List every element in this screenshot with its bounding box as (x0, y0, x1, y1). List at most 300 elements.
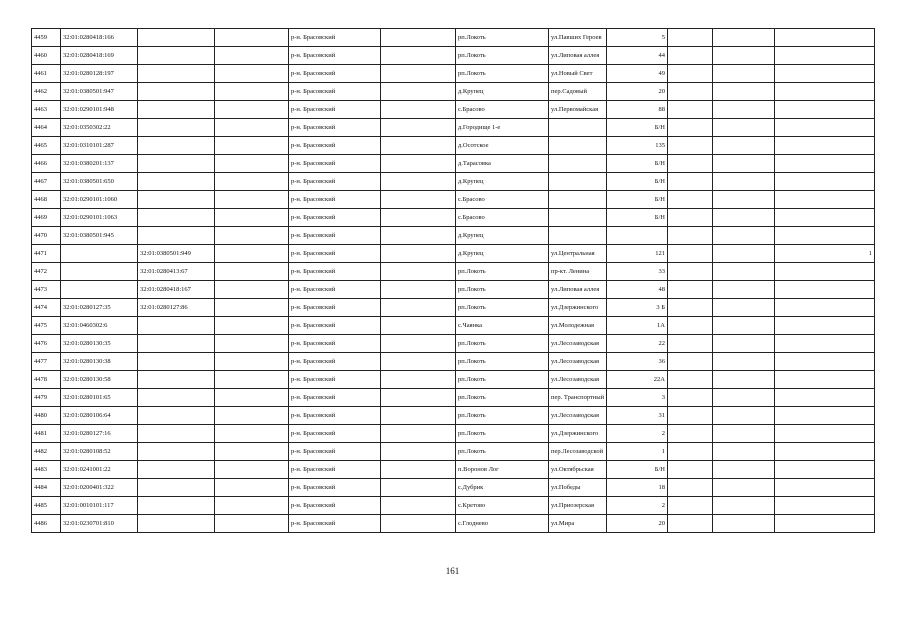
cell-cadastral-number: 32:01:0350302:22 (61, 119, 138, 137)
cell-empty (381, 443, 456, 461)
cell-cadastral-number (61, 281, 138, 299)
cell-empty (381, 353, 456, 371)
cell-empty (713, 479, 775, 497)
cell-house-number: 2 (607, 425, 668, 443)
cell-locality: рп.Локоть (456, 425, 549, 443)
cell-empty (381, 191, 456, 209)
cell-locality: д.Крупец (456, 245, 549, 263)
cell-street (549, 227, 607, 245)
cell-extra-value (775, 335, 875, 353)
cell-empty (381, 47, 456, 65)
table-row (32, 137, 875, 155)
cell-extra-value (775, 425, 875, 443)
cell-cadastral-number: 32:01:0230701:810 (61, 515, 138, 533)
cell-cadastral-number-alt (138, 371, 215, 389)
cell-empty (668, 425, 713, 443)
cell-empty (381, 461, 456, 479)
cell-record-number: 4461 (32, 65, 61, 83)
cell-locality: д.Тарасовка (456, 155, 549, 173)
cell-district: р-н. Брасовский (289, 479, 381, 497)
cell-district: р-н. Брасовский (289, 371, 381, 389)
cell-empty (668, 335, 713, 353)
cell-empty (215, 83, 289, 101)
cell-empty (668, 461, 713, 479)
table-row (32, 227, 875, 245)
cell-empty (713, 209, 775, 227)
cell-district: р-н. Брасовский (289, 497, 381, 515)
cell-empty (381, 515, 456, 533)
cell-cadastral-number-alt (138, 515, 215, 533)
cell-empty (381, 245, 456, 263)
cell-empty (381, 371, 456, 389)
cell-cadastral-number-alt (138, 497, 215, 515)
cell-empty (668, 101, 713, 119)
cell-locality: п.Воронов Лог (456, 461, 549, 479)
cell-house-number: Б/Н (607, 209, 668, 227)
cell-street (549, 191, 607, 209)
cell-cadastral-number-alt (138, 83, 215, 101)
cell-street: ул.Лесозаводская (549, 371, 607, 389)
cell-street: ул.Мира (549, 515, 607, 533)
table-row (32, 299, 875, 317)
cell-empty (668, 479, 713, 497)
cell-empty (668, 443, 713, 461)
cell-street: ул.Дзержинского (549, 425, 607, 443)
cell-house-number (607, 227, 668, 245)
table-row (32, 101, 875, 119)
cell-record-number: 4472 (32, 263, 61, 281)
cell-record-number: 4479 (32, 389, 61, 407)
cell-house-number: 22 (607, 335, 668, 353)
cell-empty (215, 281, 289, 299)
cell-house-number: Б/Н (607, 173, 668, 191)
cell-cadastral-number-alt (138, 389, 215, 407)
cell-cadastral-number-alt (138, 47, 215, 65)
cell-street: ул.Лесозаводская (549, 407, 607, 425)
cell-empty (381, 227, 456, 245)
cell-cadastral-number-alt (138, 353, 215, 371)
cell-empty (713, 353, 775, 371)
cell-locality: рп.Локоть (456, 263, 549, 281)
cell-empty (713, 425, 775, 443)
cell-record-number: 4478 (32, 371, 61, 389)
cell-cadastral-number: 32:01:0290101:1060 (61, 191, 138, 209)
cell-extra-value (775, 65, 875, 83)
cell-street: ул.Молодежная (549, 317, 607, 335)
cell-cadastral-number-alt (138, 209, 215, 227)
cell-locality: д.Крупец (456, 173, 549, 191)
cell-cadastral-number: 32:01:0280101:65 (61, 389, 138, 407)
cell-cadastral-number-alt (138, 155, 215, 173)
cell-district: р-н. Брасовский (289, 191, 381, 209)
cell-record-number: 4486 (32, 515, 61, 533)
cell-locality: с.Кретово (456, 497, 549, 515)
cell-house-number: 121 (607, 245, 668, 263)
cell-cadastral-number: 32:01:0290101:1063 (61, 209, 138, 227)
cell-empty (668, 191, 713, 209)
table-row (32, 443, 875, 461)
cell-street: ул.Лесозаводская (549, 353, 607, 371)
cell-cadastral-number: 32:01:0380501:947 (61, 83, 138, 101)
cell-street: пер.Садовый (549, 83, 607, 101)
cell-record-number: 4466 (32, 155, 61, 173)
cell-district: р-н. Брасовский (289, 137, 381, 155)
cell-empty (713, 119, 775, 137)
cell-empty (713, 173, 775, 191)
cell-cadastral-number-alt (138, 461, 215, 479)
cell-house-number: 20 (607, 515, 668, 533)
cell-cadastral-number: 32:01:0280130:38 (61, 353, 138, 371)
cell-empty (713, 281, 775, 299)
cell-house-number: 5 (607, 29, 668, 47)
cell-house-number: 1А (607, 317, 668, 335)
cell-cadastral-number: 32:01:0280127:16 (61, 425, 138, 443)
cell-extra-value (775, 353, 875, 371)
cell-house-number: 44 (607, 47, 668, 65)
table-row (32, 353, 875, 371)
cell-cadastral-number: 32:01:0460302:6 (61, 317, 138, 335)
cell-empty (713, 101, 775, 119)
cell-empty (215, 317, 289, 335)
cell-cadastral-number-alt (138, 317, 215, 335)
cell-extra-value (775, 515, 875, 533)
cell-empty (713, 83, 775, 101)
cell-extra-value (775, 407, 875, 425)
cell-record-number: 4485 (32, 497, 61, 515)
table-row (32, 245, 875, 263)
cell-street: ул.Победы (549, 479, 607, 497)
cell-district: р-н. Брасовский (289, 65, 381, 83)
cell-empty (668, 245, 713, 263)
cell-locality: д.Городище 1-е (456, 119, 549, 137)
cell-house-number: 49 (607, 65, 668, 83)
cell-cadastral-number: 32:01:0380201:137 (61, 155, 138, 173)
cell-empty (381, 389, 456, 407)
cell-record-number: 4471 (32, 245, 61, 263)
cell-house-number: 3 Б (607, 299, 668, 317)
cell-record-number: 4476 (32, 335, 61, 353)
cell-district: р-н. Брасовский (289, 263, 381, 281)
cell-empty (215, 65, 289, 83)
cell-extra-value: 1 (775, 245, 875, 263)
cell-empty (713, 335, 775, 353)
cell-empty (668, 353, 713, 371)
cell-record-number: 4480 (32, 407, 61, 425)
cell-empty (215, 389, 289, 407)
cell-empty (215, 155, 289, 173)
cell-locality: с.Брасово (456, 101, 549, 119)
cell-empty (668, 209, 713, 227)
cell-empty (713, 371, 775, 389)
cell-locality: с.Чаянка (456, 317, 549, 335)
table-row (32, 65, 875, 83)
table-row (32, 47, 875, 65)
cell-street: пр-кт. Ленина (549, 263, 607, 281)
cell-record-number: 4473 (32, 281, 61, 299)
cell-empty (215, 227, 289, 245)
cell-locality: рп.Локоть (456, 281, 549, 299)
cell-empty (215, 101, 289, 119)
cell-empty (668, 83, 713, 101)
cell-locality: с.Брасово (456, 209, 549, 227)
cell-empty (215, 497, 289, 515)
cell-cadastral-number-alt (138, 65, 215, 83)
registry-table (31, 28, 875, 533)
cell-house-number: 22А (607, 371, 668, 389)
cell-district: р-н. Брасовский (289, 425, 381, 443)
table-row (32, 173, 875, 191)
cell-empty (381, 299, 456, 317)
cell-locality: рп.Локоть (456, 47, 549, 65)
cell-record-number: 4475 (32, 317, 61, 335)
cell-extra-value (775, 191, 875, 209)
cell-empty (381, 281, 456, 299)
cell-cadastral-number-alt (138, 173, 215, 191)
cell-street: пер.Лесозаводской (549, 443, 607, 461)
cell-extra-value (775, 461, 875, 479)
table-row (32, 263, 875, 281)
cell-cadastral-number-alt: 32:01:0280418:167 (138, 281, 215, 299)
cell-empty (668, 281, 713, 299)
cell-extra-value (775, 137, 875, 155)
cell-district: р-н. Брасовский (289, 209, 381, 227)
cell-street: пер. Транспортный (549, 389, 607, 407)
cell-empty (668, 371, 713, 389)
cell-empty (215, 461, 289, 479)
cell-empty (381, 425, 456, 443)
cell-empty (713, 245, 775, 263)
cell-locality: с.Дубрик (456, 479, 549, 497)
cell-house-number: 36 (607, 353, 668, 371)
cell-cadastral-number: 32:01:0280128:197 (61, 65, 138, 83)
cell-cadastral-number: 32:01:0280108:52 (61, 443, 138, 461)
cell-house-number: Б/Н (607, 155, 668, 173)
cell-empty (381, 29, 456, 47)
cell-cadastral-number-alt (138, 101, 215, 119)
cell-house-number: 33 (607, 263, 668, 281)
cell-cadastral-number: 32:01:0310101:287 (61, 137, 138, 155)
cell-district: р-н. Брасовский (289, 119, 381, 137)
table-row (32, 371, 875, 389)
cell-district: р-н. Брасовский (289, 335, 381, 353)
cell-empty (713, 29, 775, 47)
table-row (32, 191, 875, 209)
cell-extra-value (775, 299, 875, 317)
cell-empty (215, 479, 289, 497)
cell-record-number: 4462 (32, 83, 61, 101)
cell-house-number: 20 (607, 83, 668, 101)
cell-empty (381, 173, 456, 191)
table-row (32, 83, 875, 101)
cell-locality: д.Крупец (456, 83, 549, 101)
cell-district: р-н. Брасовский (289, 29, 381, 47)
cell-empty (215, 299, 289, 317)
cell-empty (668, 29, 713, 47)
cell-cadastral-number (61, 263, 138, 281)
cell-cadastral-number-alt: 32:01:0280127:86 (138, 299, 215, 317)
cell-empty (713, 227, 775, 245)
cell-street: ул.Дзержинского (549, 299, 607, 317)
cell-locality: с.Брасово (456, 191, 549, 209)
cell-empty (713, 263, 775, 281)
cell-locality: рп.Локоть (456, 353, 549, 371)
table-row (32, 29, 875, 47)
cell-district: р-н. Брасовский (289, 515, 381, 533)
cell-record-number: 4468 (32, 191, 61, 209)
cell-record-number: 4484 (32, 479, 61, 497)
cell-extra-value (775, 119, 875, 137)
cell-extra-value (775, 371, 875, 389)
cell-empty (215, 263, 289, 281)
cell-empty (668, 173, 713, 191)
cell-district: р-н. Брасовский (289, 173, 381, 191)
cell-cadastral-number-alt: 32:01:0380501:949 (138, 245, 215, 263)
cell-empty (713, 389, 775, 407)
cell-street (549, 209, 607, 227)
cell-empty (381, 83, 456, 101)
cell-cadastral-number: 32:01:0280418:166 (61, 29, 138, 47)
cell-empty (668, 497, 713, 515)
table-row (32, 209, 875, 227)
cell-empty (668, 155, 713, 173)
cell-empty (713, 515, 775, 533)
cell-cadastral-number-alt (138, 335, 215, 353)
cell-district: р-н. Брасовский (289, 353, 381, 371)
cell-house-number: 1 (607, 443, 668, 461)
cell-cadastral-number: 32:01:0280106:64 (61, 407, 138, 425)
table-row (32, 407, 875, 425)
cell-extra-value (775, 101, 875, 119)
cell-cadastral-number-alt (138, 137, 215, 155)
cell-record-number: 4482 (32, 443, 61, 461)
cell-district: р-н. Брасовский (289, 101, 381, 119)
cell-empty (713, 137, 775, 155)
cell-record-number: 4464 (32, 119, 61, 137)
cell-record-number: 4481 (32, 425, 61, 443)
cell-locality: д.Осотское (456, 137, 549, 155)
cell-extra-value (775, 263, 875, 281)
page-number: 161 (445, 566, 460, 576)
cell-empty (215, 29, 289, 47)
cell-locality: рп.Локоть (456, 335, 549, 353)
cell-empty (668, 65, 713, 83)
cell-empty (381, 65, 456, 83)
cell-empty (215, 515, 289, 533)
cell-empty (713, 407, 775, 425)
cell-house-number: 18 (607, 479, 668, 497)
table-row (32, 119, 875, 137)
cell-empty (668, 263, 713, 281)
cell-house-number: 48 (607, 281, 668, 299)
table-row (32, 515, 875, 533)
cell-cadastral-number: 32:01:0280130:35 (61, 335, 138, 353)
cell-empty (381, 209, 456, 227)
cell-empty (215, 191, 289, 209)
cell-cadastral-number-alt (138, 407, 215, 425)
cell-empty (381, 155, 456, 173)
cell-street: ул.Центральная (549, 245, 607, 263)
cell-house-number: 31 (607, 407, 668, 425)
cell-district: р-н. Брасовский (289, 407, 381, 425)
cell-street: ул.Павших Героев (549, 29, 607, 47)
cell-empty (713, 65, 775, 83)
table-row (32, 317, 875, 335)
cell-empty (668, 47, 713, 65)
cell-empty (713, 47, 775, 65)
cell-district: р-н. Брасовский (289, 245, 381, 263)
cell-empty (215, 137, 289, 155)
cell-locality: рп.Локоть (456, 371, 549, 389)
cell-empty (668, 119, 713, 137)
cell-empty (668, 317, 713, 335)
table-row (32, 461, 875, 479)
cell-cadastral-number-alt: 32:01:0280413:67 (138, 263, 215, 281)
table-row (32, 155, 875, 173)
cell-record-number: 4463 (32, 101, 61, 119)
cell-cadastral-number-alt (138, 227, 215, 245)
cell-cadastral-number-alt (138, 29, 215, 47)
cell-street (549, 155, 607, 173)
cell-house-number: Б/Н (607, 461, 668, 479)
cell-locality: рп.Локоть (456, 299, 549, 317)
cell-empty (381, 407, 456, 425)
cell-street (549, 119, 607, 137)
cell-cadastral-number-alt (138, 425, 215, 443)
cell-street: ул.Новый Свет (549, 65, 607, 83)
cell-empty (668, 227, 713, 245)
cell-house-number: 2 (607, 497, 668, 515)
cell-extra-value (775, 443, 875, 461)
table-row (32, 389, 875, 407)
cell-district: р-н. Брасовский (289, 461, 381, 479)
cell-street: ул.Первомайская (549, 101, 607, 119)
cell-empty (215, 425, 289, 443)
cell-cadastral-number-alt (138, 191, 215, 209)
cell-cadastral-number: 32:01:0280127:35 (61, 299, 138, 317)
cell-locality: с.Глоднево (456, 515, 549, 533)
cell-street (549, 137, 607, 155)
cell-district: р-н. Брасовский (289, 317, 381, 335)
cell-district: р-н. Брасовский (289, 281, 381, 299)
cell-street: ул.Липовая аллея (549, 281, 607, 299)
cell-locality: рп.Локоть (456, 407, 549, 425)
cell-extra-value (775, 29, 875, 47)
cell-record-number: 4465 (32, 137, 61, 155)
cell-extra-value (775, 389, 875, 407)
cell-empty (215, 47, 289, 65)
cell-street: ул.Липовая аллея (549, 47, 607, 65)
cell-cadastral-number: 32:01:0280418:169 (61, 47, 138, 65)
cell-house-number: Б/Н (607, 191, 668, 209)
cell-extra-value (775, 155, 875, 173)
cell-cadastral-number: 32:01:0200401:322 (61, 479, 138, 497)
cell-locality: д.Крупец (456, 227, 549, 245)
cell-empty (668, 299, 713, 317)
cell-empty (668, 137, 713, 155)
cell-empty (381, 119, 456, 137)
cell-empty (381, 137, 456, 155)
cell-empty (215, 407, 289, 425)
cell-empty (215, 371, 289, 389)
cell-district: р-н. Брасовский (289, 299, 381, 317)
cell-empty (215, 335, 289, 353)
cell-empty (668, 407, 713, 425)
cell-cadastral-number-alt (138, 443, 215, 461)
cell-empty (381, 101, 456, 119)
cell-street (549, 173, 607, 191)
cell-record-number: 4474 (32, 299, 61, 317)
cell-empty (713, 299, 775, 317)
